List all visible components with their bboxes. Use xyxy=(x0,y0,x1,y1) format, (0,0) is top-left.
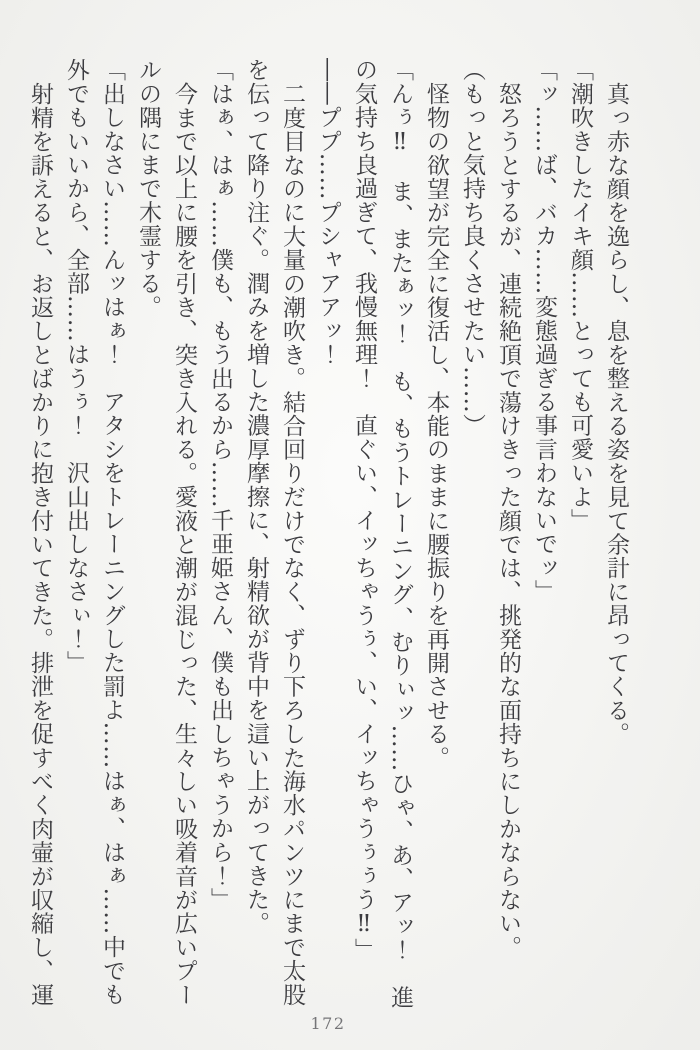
text-line: 怪物の欲望が完全に復活し、本能のままに腰振りを再開させる。 xyxy=(423,82,449,770)
text-line: ルの隅にまで木霊する。 xyxy=(135,58,161,319)
text-line: 二度目なのに大量の潮吹き。結合回りだけでなく、ずり下ろした海水パンツにまで太股 xyxy=(279,82,305,1007)
text-line: の気持ち良過ぎて、我慢無理！ 直ぐい、イッちゃうぅ、い、イッちゃうぅぅう‼」 xyxy=(351,58,377,962)
text-line: 怒ろうとするが、連続絶頂で蕩けきった顔では、挑発的な面持ちにしかならない。 xyxy=(495,82,521,959)
text-line: を伝って降り注ぐ。潤みを増した濃厚摩擦に、射精欲が背中を這い上がってきた。 xyxy=(243,58,269,935)
text-line: 射精を訴えると、お返しとばかりに抱き付いてきた。排泄を促すべく肉壷が収縮し、運 xyxy=(27,82,53,1007)
text-line: 「はぁ、はぁ……僕も、もう出るから……千亜姫さん、僕も出しちゃうから！」 xyxy=(207,58,233,912)
text-line: 外でもいいから、全部……はうぅ！ 沢山出しなさぃ！」 xyxy=(63,58,89,675)
text-line: 「出しなさい……んッはぁ！ アタシをトレーニングした罰よ……はぁ、はぁ……中でも xyxy=(99,58,125,1006)
text-line: 「んぅ‼ ま、またぁッ！ も、もうトレーニング、むりぃッ……ひゃ、あ、アッ！ 進 xyxy=(387,58,413,1009)
text-line: 「潮吹きしたイキ顔……とっても可愛いよ」 xyxy=(567,58,593,532)
text-line: ――ププ……プシャアアッ！ xyxy=(315,58,341,367)
page-number: 172 xyxy=(310,1014,346,1033)
text-line: 今まで以上に腰を引き、突き入れる。愛液と潮が混じった、生々しい吸着音が広いプー xyxy=(171,82,197,1007)
text-line: 「ッ……ば、バカ……変態過ぎる事言わないでッ」 xyxy=(531,58,557,604)
text-line: 真っ赤な顔を逸らし、息を整える姿を見て余計に昂ってくる。 xyxy=(603,82,629,746)
text-line: （もっと気持ち良くさせたい……） xyxy=(459,58,485,438)
vertical-text-block xyxy=(22,58,634,1018)
